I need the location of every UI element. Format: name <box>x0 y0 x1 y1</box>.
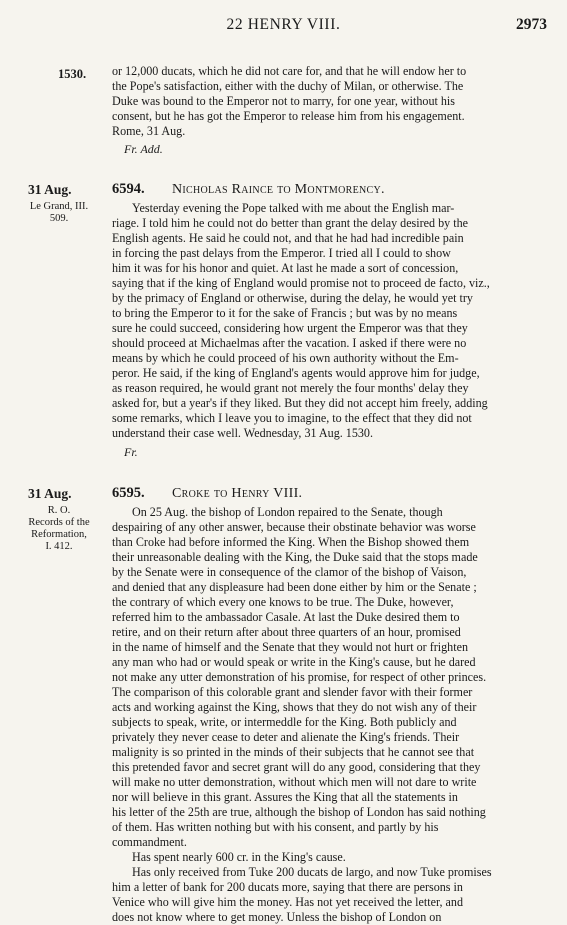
text-line: his letter of the 25th are true, although the bishop of London has said nothing <box>112 805 486 819</box>
text-line: Yesterday evening the Pope talked with me about the English mar- <box>132 201 455 215</box>
text-line: does not know where to get money. Unless the bishop of London on <box>112 910 442 924</box>
text-line: consent, but he has got the Emperor to release him from his engagement. <box>112 109 465 123</box>
text-line: saying that if the king of England would promise not to proceed de facto, viz., <box>112 276 490 290</box>
entry-title: Croke to Henry VIII. <box>172 486 303 501</box>
text-line: him it was for his honor and quiet. At last he made a sort of concession, <box>112 261 459 275</box>
page-header <box>0 16 567 38</box>
page-number: 2973 <box>516 16 547 33</box>
text-line: The comparison of this colorable grant and slender favor with their former <box>112 685 473 699</box>
text-line: or 12,000 ducats, which he did not care for, and that he will endow her to <box>112 64 467 78</box>
entry-body <box>112 201 540 441</box>
text-line: this pretended favor and secret grant will do any good, considering that they <box>112 760 481 774</box>
text-line: English agents. He said he could not, and that he had had incredible pain <box>112 231 464 245</box>
text-line: Has only received from Tuke 200 ducats de largo, and now Tuke promises <box>132 865 492 879</box>
entry-number: 6595. <box>112 485 145 501</box>
text-line: any man who had or would speak or write in the King's cause, but he dared <box>112 655 476 669</box>
text-line: acts and working against the King, shows that they do not wish any of their <box>112 700 477 714</box>
text-line: riage. I told him he could not do better than grant the delay desired by the <box>112 216 468 230</box>
text-line: malignity is so printed in the minds of their subjects that he cannot see that <box>112 745 475 759</box>
text-line: as reason required, he would grant not merely the four months' delay they <box>112 381 469 395</box>
text-line: asked for, but a year's if they liked. But they did not accept him freely, adding <box>112 396 488 410</box>
continuation-text <box>112 64 540 139</box>
entry-number: 6594. <box>112 181 145 197</box>
text-line: Rome, 31 Aug. <box>112 124 186 138</box>
text-line: nor will believe in this grant. Assures the King that all the statements in <box>112 790 458 804</box>
text-line: retire, and on their return after about three quarters of an hour, promised <box>112 625 461 639</box>
source-note: Fr. Add. <box>124 142 163 156</box>
running-title: 22 HENRY VIII. <box>226 16 341 33</box>
text-line: than Croke had before informed the King. When the Bishop showed them <box>112 535 470 549</box>
text-line: should proceed at Michaelmas after the vacation. I asked if there were no <box>112 336 467 350</box>
text-line: to bring the Emperor to it for the sake of Francis ; but was by no means <box>112 306 458 320</box>
text-line: Venice who will give him the money. Has not yet received the letter, and <box>112 895 464 909</box>
text-line: their unreasonable dealing with the King, the Duke said that the stops made <box>112 550 478 564</box>
text-line: peror. He said, if the king of England's agents would approve him for judge, <box>112 366 480 380</box>
text-line: Duke was bound to the Emperor not to marry, for one year, without his <box>112 94 455 108</box>
entry-date: 31 Aug. <box>28 486 72 501</box>
side-reference-line: R. O. <box>47 505 71 516</box>
text-line: despairing of any other answer, because their obstinate behavior was worse <box>112 520 476 534</box>
text-line: by the primacy of England or otherwise, during the delay, he would yet try <box>112 291 473 305</box>
side-reference-line: I. 412. <box>45 541 73 552</box>
side-reference-line: Le Grand, III. <box>29 201 89 212</box>
text-line: privately they never cease to deter and alienate the King's friends. Their <box>112 730 460 744</box>
side-reference-line: Records of the <box>28 517 90 528</box>
margin-year: 1530. <box>58 67 87 81</box>
text-line: of them. Has written nothing but with his consent, and partly by his <box>112 820 439 834</box>
text-line: and denied that any displeasure had been done either by him or the Senate ; <box>112 580 477 594</box>
source-note: Fr. <box>124 445 138 459</box>
text-line: will make no utter demonstration, without which men will not dare to write <box>112 775 477 789</box>
entry-body <box>112 505 540 925</box>
side-reference <box>22 201 96 225</box>
side-reference <box>22 505 96 553</box>
side-reference-line: 509. <box>49 213 69 224</box>
text-line: On 25 Aug. the bishop of London repaired to the Senate, though <box>132 505 443 519</box>
text-line: him a letter of bank for 200 ducats more, saying that there are persons in <box>112 880 463 894</box>
entry-date: 31 Aug. <box>28 182 72 197</box>
text-line: Has spent nearly 600 cr. in the King's cause. <box>132 850 346 864</box>
text-line: understand their case well. Wednesday, 31 Aug. 1530. <box>112 426 373 440</box>
side-reference-line: Reformation, <box>31 529 87 540</box>
entry-title: Nicholas Raince to Montmorency. <box>172 182 385 197</box>
text-line: the Pope's satisfaction, either with the duchy of Milan, or otherwise. The <box>112 79 464 93</box>
text-line: subjects to speak, write, or intermeddle for the King. Both publicly and <box>112 715 457 729</box>
text-line: means by which he could proceed of his own authority without the Em- <box>112 351 459 365</box>
text-line: commandment. <box>112 835 187 849</box>
text-line: the contrary of which every one knows to be true. The Duke, however, <box>112 595 454 609</box>
text-line: sure he could succeed, considering how urgent the Emperor was that they <box>112 321 468 335</box>
text-line: referred him to the ambassador Casale. At last the Duke desired them to <box>112 610 460 624</box>
text-line: in forcing the past delays from the Emperor. I tried all I could to show <box>112 246 451 260</box>
text-line: some remarks, which I leave you to imagine, to the effect that they did not <box>112 411 472 425</box>
text-line: not make any utter demonstration of his promise, for respect of other princes. <box>112 670 487 684</box>
text-line: by the Senate were in consequence of the clamor of the bishop of Vaison, <box>112 565 467 579</box>
text-line: in the name of himself and the Senate that they would not hurt or frighten <box>112 640 469 654</box>
